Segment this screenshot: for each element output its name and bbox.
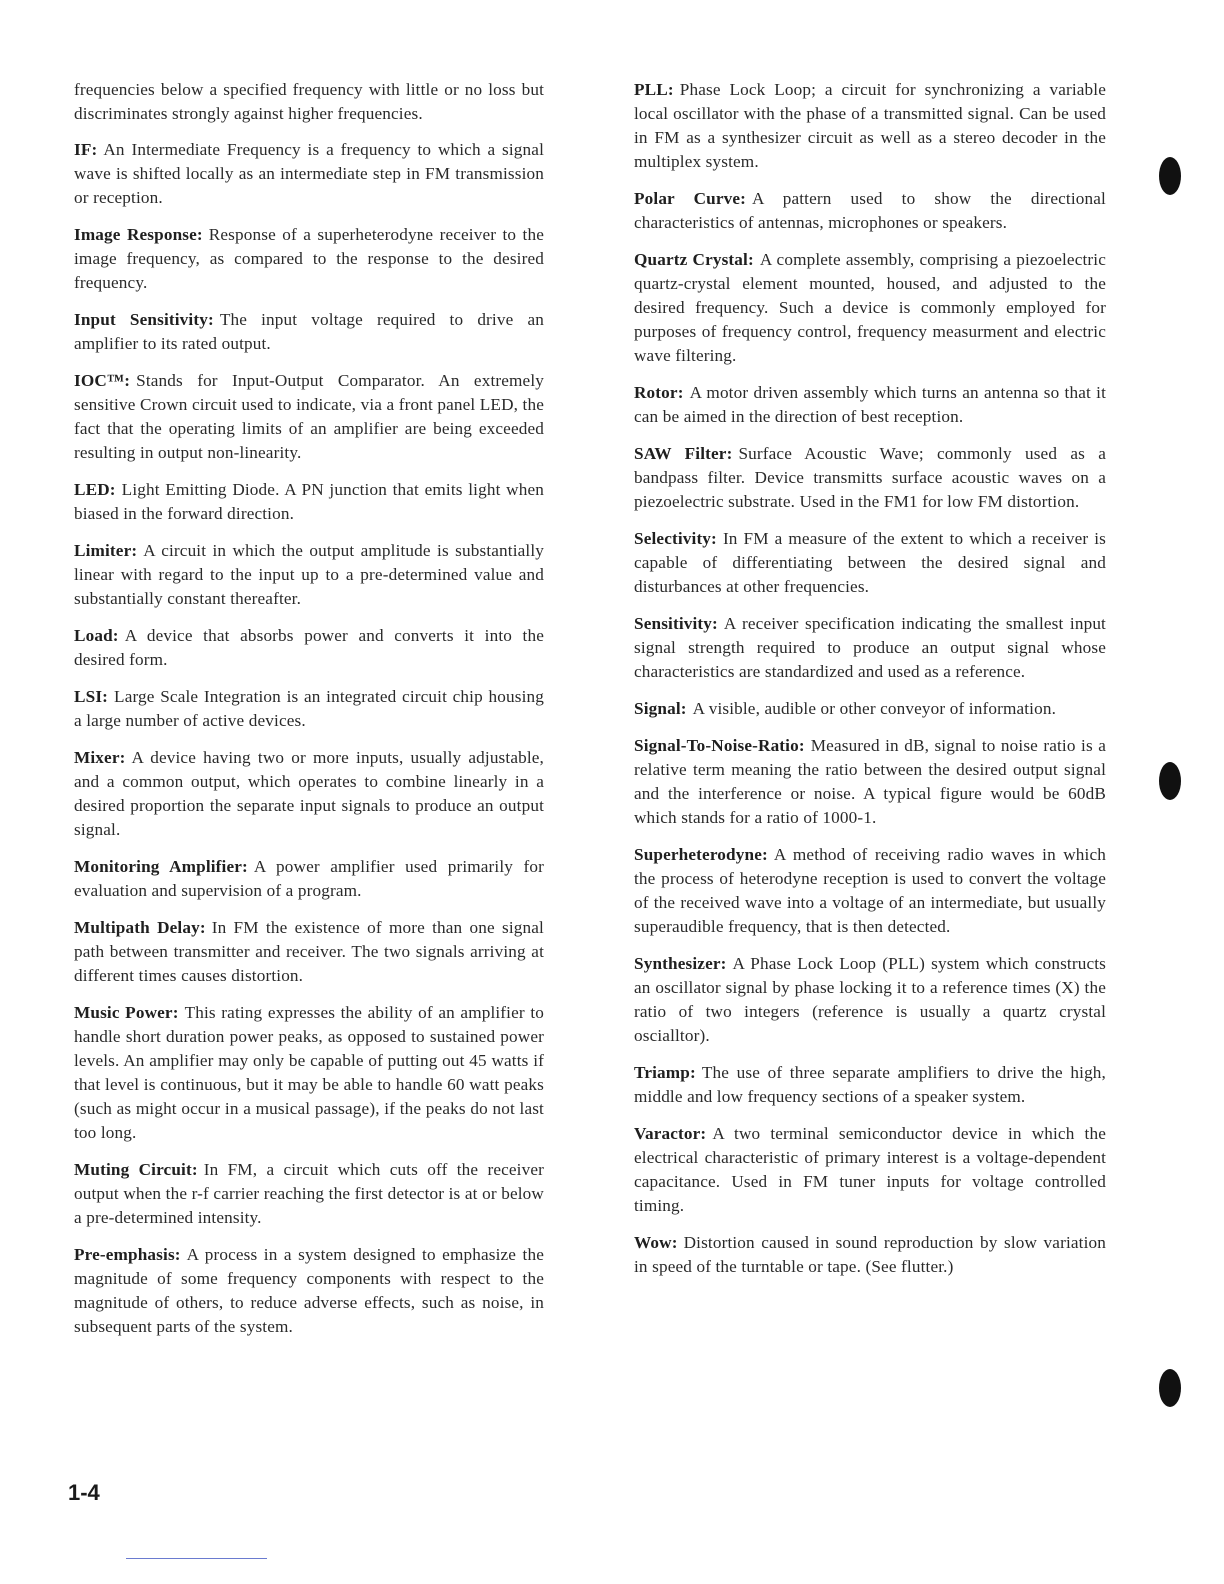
glossary-entry-signal-to-noise-ratio xyxy=(634,734,1106,830)
glossary-definition: A pattern used to show the directional characteristics of antennas, microphones or speakers. xyxy=(634,189,1106,232)
glossary-entry-input-sensitivity xyxy=(74,308,544,356)
glossary-entry-monitoring-amplifier xyxy=(74,855,544,903)
glossary-term: Superheterodyne: xyxy=(634,845,768,864)
glossary-definition: A method of receiving radio waves in which the process of heterodyne reception is used to convert the voltage of the received wave into a voltage of an intermediate, but usually superaudible frequency, that is then detected. xyxy=(634,845,1106,936)
glossary-entry-load xyxy=(74,624,544,672)
glossary-definition: A complete assembly, comprising a piezoelectric quartz-crystal element mounted, housed, and adjusted to the desired frequency. Such a device is commonly employed for purposes of frequency control, frequency measurment and electric wave filtering. xyxy=(634,250,1106,365)
glossary-entry-signal xyxy=(634,697,1106,721)
glossary-entry-limiter xyxy=(74,539,544,611)
glossary-definition: A circuit in which the output amplitude is substantially linear with regard to the input up to a pre-determined value and substantially constant thereafter. xyxy=(74,541,544,608)
glossary-term: Varactor: xyxy=(634,1124,707,1143)
glossary-definition: A motor driven assembly which turns an antenna so that it can be aimed in the direction of best reception. xyxy=(634,383,1106,426)
glossary-term: Muting Circuit: xyxy=(74,1160,198,1179)
glossary-entry-if xyxy=(74,138,544,210)
glossary-term: Selectivity: xyxy=(634,529,717,548)
binder-hole xyxy=(1159,762,1181,800)
glossary-term: Rotor: xyxy=(634,383,684,402)
glossary-term: Quartz Crystal: xyxy=(634,250,754,269)
glossary-term: Music Power: xyxy=(74,1003,179,1022)
glossary-entry-lsi xyxy=(74,685,544,733)
glossary-entry-polar-curve xyxy=(634,187,1106,235)
glossary-definition: A two terminal semiconductor device in which the electrical characteristic of primary interest is a voltage-dependent capacitance. Used in FM tuner inputs for voltage controlled timing. xyxy=(634,1124,1106,1215)
glossary-definition: Phase Lock Loop; a circuit for synchronizing a variable local oscillator with the phase of a transmitted signal. Can be used in FM as a synthesizer circuit as well as a stereo decoder in the multiplex system. xyxy=(634,80,1106,171)
glossary-entry-muting-circuit xyxy=(74,1158,544,1230)
glossary-term: Mixer: xyxy=(74,748,126,767)
glossary-definition: A power amplifier used primarily for evaluation and supervision of a program. xyxy=(74,857,545,900)
glossary-term: Sensitivity: xyxy=(634,614,718,633)
glossary-definition: Response of a superheterodyne receiver to the image frequency, as compared to the response to the desired frequency. xyxy=(74,225,544,292)
glossary-term: SAW Filter: xyxy=(634,444,733,463)
glossary-definition: Distortion caused in sound reproduction by slow variation in speed of the turntable or tape. (See flutter.) xyxy=(634,1233,1106,1276)
page-number: 1-4 xyxy=(68,1480,100,1505)
glossary-entry-ioc xyxy=(74,369,544,465)
glossary-entry-varactor xyxy=(634,1122,1106,1218)
glossary-entry-rotor xyxy=(634,381,1106,429)
glossary-definition: An Intermediate Frequency is a frequency to which a signal wave is shifted locally as an intermediate step in FM transmission or reception. xyxy=(74,140,544,207)
glossary-entry-multipath-delay xyxy=(74,916,544,988)
glossary-definition: Surface Acoustic Wave; commonly used as a bandpass filter. Device transmitts surface acoustic waves on a piezoelectric substrate. Used in the FM1 for low FM distortion. xyxy=(634,444,1106,511)
glossary-entry-pre-emphasis xyxy=(74,1243,544,1339)
glossary-entry-selectivity xyxy=(634,527,1106,599)
glossary-term: Polar Curve: xyxy=(634,189,747,208)
right-column xyxy=(634,78,1106,1292)
glossary-entry-music-power xyxy=(74,1001,544,1145)
glossary-term: Signal-To-Noise-Ratio: xyxy=(634,736,805,755)
glossary-definition: A process in a system designed to emphasize the magnitude of some frequency components with respect to the magnitude of others, to reduce adverse effects, such as noise, in subsequent parts of the system. xyxy=(74,1245,544,1336)
glossary-entry-synthesizer xyxy=(634,952,1106,1048)
binder-hole xyxy=(1159,157,1181,195)
glossary-term: Pre-emphasis: xyxy=(74,1245,181,1264)
continued-definition: frequencies below a specified frequency with little or no loss but discriminates strongly against higher frequencies. xyxy=(74,80,544,123)
glossary-definition: Light Emitting Diode. A PN junction that emits light when biased in the forward direction. xyxy=(74,480,544,523)
glossary-term: Multipath Delay: xyxy=(74,918,206,937)
glossary-definition: A receiver specification indicating the smallest input signal strength required to produce an output signal whose characteristics are standardized and used as a reference. xyxy=(634,614,1106,681)
glossary-definition: A Phase Lock Loop (PLL) system which constructs an oscillator signal by phase locking it to a reference times (X) the ratio of two integers (reference is usually a quartz crystal oscialltor). xyxy=(634,954,1106,1045)
glossary-entry-sensitivity xyxy=(634,612,1106,684)
glossary-entry-pll xyxy=(634,78,1106,174)
glossary-definition: The input voltage required to drive an amplifier to its rated output. xyxy=(74,310,544,353)
glossary-term: Input Sensitivity: xyxy=(74,310,214,329)
glossary-definition: The use of three separate amplifiers to drive the high, middle and low frequency sections of a speaker system. xyxy=(634,1063,1106,1106)
glossary-definition: Large Scale Integration is an integrated circuit chip housing a large number of active devices. xyxy=(74,687,544,730)
glossary-term: LED: xyxy=(74,480,116,499)
glossary-term: IF: xyxy=(74,140,98,159)
glossary-definition: In FM the existence of more than one signal path between transmitter and receiver. The two signals arriving at different times causes distortion. xyxy=(74,918,544,985)
glossary-definition: A device having two or more inputs, usually adjustable, and a common output, which operates to combine linearly in a desired proportion the separate input signals to produce an output signal. xyxy=(74,748,544,839)
glossary-entry-saw-filter xyxy=(634,442,1106,514)
glossary-definition: A visible, audible or other conveyor of information. xyxy=(692,699,1057,718)
glossary-definition: In FM, a circuit which cuts off the receiver output when the r-f carrier reaching the first detector is at or below a pre-determined intensity. xyxy=(74,1160,544,1227)
glossary-term: Image Response: xyxy=(74,225,203,244)
glossary-term: Triamp: xyxy=(634,1063,696,1082)
glossary-entry-led xyxy=(74,478,544,526)
glossary-term: PLL: xyxy=(634,80,674,99)
glossary-term: Monitoring Amplifier: xyxy=(74,857,248,876)
binder-hole xyxy=(1159,1369,1181,1407)
left-column xyxy=(74,78,544,1352)
glossary-definition: A device that absorbs power and converts it into the desired form. xyxy=(74,626,544,669)
glossary-entry-quartz-crystal xyxy=(634,248,1106,368)
glossary-entry-mixer xyxy=(74,746,544,842)
glossary-term: Load: xyxy=(74,626,119,645)
glossary-term: Wow: xyxy=(634,1233,678,1252)
glossary-definition: This rating expresses the ability of an amplifier to handle short duration power peaks, as opposed to sustained power levels. An amplifier may only be capable of putting out 45 watts if that level is continuous, but it may be able to handle 60 watt peaks (such as might occur in a musical passage), if the peaks do not last too long. xyxy=(74,1003,544,1142)
glossary-term: Synthesizer: xyxy=(634,954,727,973)
glossary-entry-superheterodyne xyxy=(634,843,1106,939)
glossary-term: Signal: xyxy=(634,699,687,718)
glossary-entry-wow xyxy=(634,1231,1106,1279)
glossary-term: Limiter: xyxy=(74,541,138,560)
glossary-term: IOC™: xyxy=(74,371,131,390)
footer-divider xyxy=(126,1558,267,1559)
glossary-definition: In FM a measure of the extent to which a receiver is capable of differentiating between the desired signal and disturbances at other frequencies. xyxy=(634,529,1106,596)
glossary-term: LSI: xyxy=(74,687,109,706)
glossary-entry-triamp xyxy=(634,1061,1106,1109)
glossary-definition: Measured in dB, signal to noise ratio is a relative term meaning the ratio between the desired output signal and the interference or noise. A typical figure would be 60dB which stands for a ratio of 1000-1. xyxy=(634,736,1106,827)
glossary-entry-image-response xyxy=(74,223,544,295)
glossary-definition: Stands for Input-Output Comparator. An extremely sensitive Crown circuit used to indicate, via a front panel LED, the fact that the operating limits of an amplifier are being exceeded resulting in output non-linearity. xyxy=(74,371,544,462)
